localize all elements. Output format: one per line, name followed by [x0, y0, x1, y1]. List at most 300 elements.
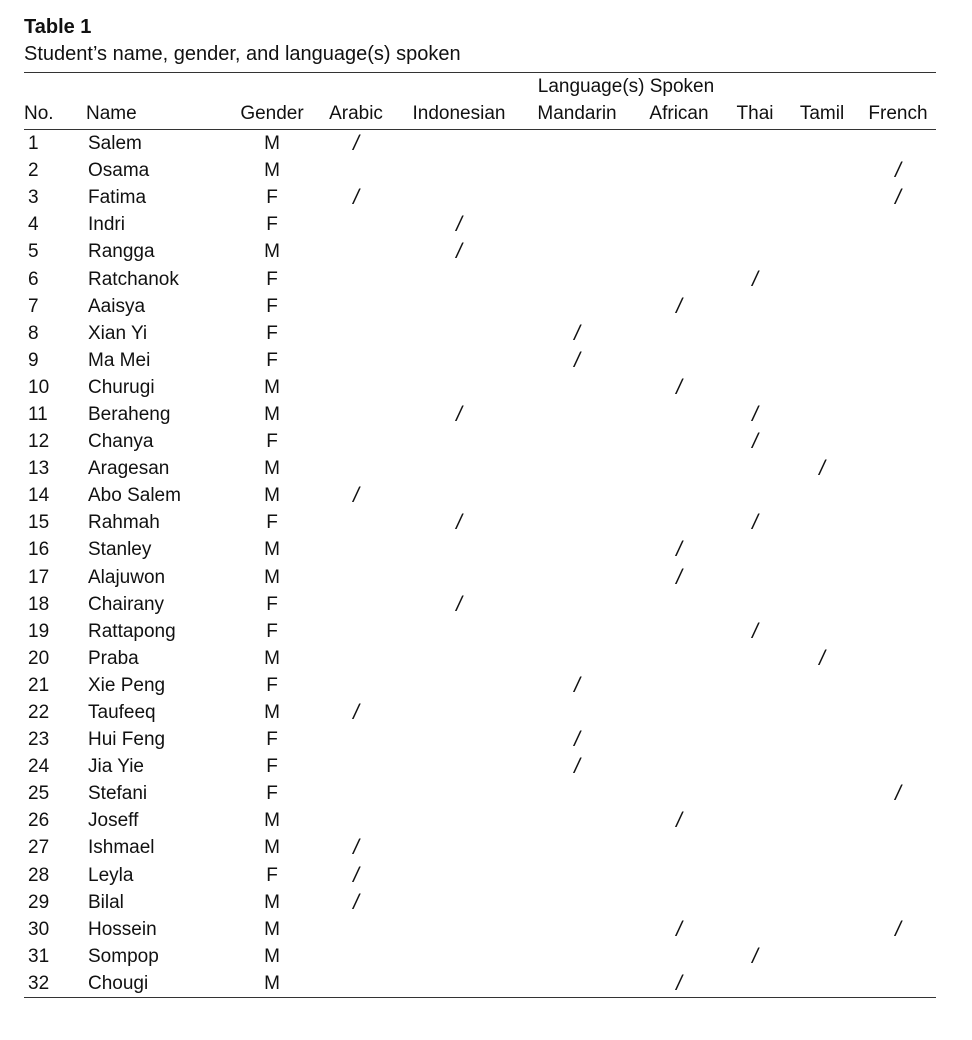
student-name: Chairany — [88, 593, 165, 615]
row-number: 27 — [28, 837, 50, 859]
language-mark-mandarin — [522, 455, 632, 482]
group-header-row — [24, 73, 936, 100]
language-mark-french: / — [895, 782, 901, 806]
language-mark-tamil — [784, 591, 860, 618]
student-gender: F — [266, 783, 278, 805]
student-name: Osama — [88, 160, 150, 182]
language-mark-tamil — [784, 374, 860, 401]
language-mark-african — [632, 428, 726, 455]
language-mark-mandarin: / — [574, 673, 580, 697]
language-mark-arabic — [316, 618, 396, 645]
language-mark-french — [860, 753, 936, 780]
table-row — [24, 780, 936, 807]
language-mark-mandarin — [522, 401, 632, 428]
language-mark-african — [632, 780, 726, 807]
language-mark-french — [860, 455, 936, 482]
language-mark-african — [632, 645, 726, 672]
student-gender: M — [264, 945, 280, 967]
student-gender: M — [264, 160, 280, 182]
language-mark-african: / — [676, 375, 682, 399]
language-mark-thai — [726, 211, 784, 238]
language-mark-arabic — [316, 320, 396, 347]
language-mark-mandarin — [522, 889, 632, 916]
table-row — [24, 862, 936, 889]
language-mark-thai — [726, 238, 784, 265]
table-label: Table 1 — [24, 16, 92, 38]
language-mark-african — [632, 591, 726, 618]
language-mark-tamil — [784, 293, 860, 320]
row-number: 28 — [28, 864, 50, 886]
student-gender: M — [264, 241, 280, 263]
language-mark-indonesian: / — [456, 511, 462, 535]
language-mark-french — [860, 482, 936, 509]
language-mark-african — [632, 862, 726, 889]
language-mark-african: / — [676, 294, 682, 318]
language-mark-arabic — [316, 428, 396, 455]
student-gender: F — [266, 729, 278, 751]
row-number: 19 — [28, 620, 50, 642]
language-mark-mandarin — [522, 238, 632, 265]
row-number: 14 — [28, 485, 50, 507]
language-mark-arabic: / — [353, 186, 359, 210]
language-mark-african — [632, 320, 726, 347]
language-mark-african — [632, 834, 726, 861]
language-mark-french — [860, 401, 936, 428]
language-mark-indonesian — [396, 807, 522, 834]
language-mark-thai — [726, 455, 784, 482]
row-number: 22 — [28, 702, 50, 724]
language-mark-arabic — [316, 265, 396, 292]
student-gender: F — [266, 431, 278, 453]
row-number: 12 — [28, 431, 50, 453]
student-gender: F — [266, 756, 278, 778]
student-gender: M — [264, 566, 280, 588]
header-thai: Thai — [726, 99, 784, 130]
language-mark-thai — [726, 293, 784, 320]
table-row — [24, 401, 936, 428]
language-mark-thai — [726, 862, 784, 889]
table-row — [24, 618, 936, 645]
language-mark-african — [632, 401, 726, 428]
language-mark-indonesian — [396, 862, 522, 889]
language-mark-african — [632, 672, 726, 699]
language-mark-indonesian: / — [456, 240, 462, 264]
table-row — [24, 753, 936, 780]
language-mark-french: / — [895, 159, 901, 183]
language-mark-indonesian — [396, 780, 522, 807]
language-mark-indonesian — [396, 347, 522, 374]
language-mark-french — [860, 862, 936, 889]
language-group-header: Language(s) Spoken — [316, 73, 936, 100]
student-name: Abo Salem — [88, 485, 181, 507]
language-mark-african — [632, 482, 726, 509]
student-name: Alajuwon — [88, 566, 166, 588]
language-mark-indonesian — [396, 726, 522, 753]
language-mark-indonesian — [396, 834, 522, 861]
table-row — [24, 320, 936, 347]
language-mark-french — [860, 428, 936, 455]
student-name: Xie Peng — [88, 674, 166, 696]
table-row — [24, 509, 936, 536]
language-mark-african: / — [632, 970, 726, 998]
language-mark-tamil — [784, 916, 860, 943]
language-mark-mandarin — [522, 157, 632, 184]
language-mark-mandarin: / — [574, 348, 580, 372]
language-mark-indonesian — [396, 970, 522, 998]
language-mark-african — [632, 347, 726, 374]
language-mark-french — [860, 130, 936, 158]
table-row — [24, 889, 936, 916]
language-mark-french: / — [895, 917, 901, 941]
language-mark-tamil — [784, 130, 860, 158]
language-mark-french — [860, 726, 936, 753]
row-number: 2 — [28, 160, 39, 182]
student-gender: F — [266, 187, 278, 209]
language-mark-thai — [726, 591, 784, 618]
table-row — [24, 347, 936, 374]
language-mark-indonesian — [396, 320, 522, 347]
row-number: 26 — [28, 810, 50, 832]
language-mark-indonesian: / — [456, 402, 462, 426]
language-mark-french — [860, 347, 936, 374]
language-mark-french — [860, 238, 936, 265]
language-mark-indonesian — [396, 157, 522, 184]
student-name: Aaisya — [88, 295, 146, 317]
row-number: 13 — [28, 458, 50, 480]
student-name: Rahmah — [88, 512, 160, 534]
language-mark-tamil — [784, 320, 860, 347]
language-mark-mandarin — [522, 482, 632, 509]
student-name: Hui Feng — [88, 729, 166, 751]
language-mark-indonesian — [396, 428, 522, 455]
language-mark-thai: / — [752, 430, 758, 454]
student-gender: F — [266, 268, 278, 290]
language-mark-arabic — [316, 157, 396, 184]
language-mark-french — [860, 807, 936, 834]
language-mark-african: / — [676, 565, 682, 589]
language-mark-thai — [726, 320, 784, 347]
language-mark-french — [860, 320, 936, 347]
student-name: Salem — [88, 133, 142, 155]
language-mark-mandarin — [522, 834, 632, 861]
language-mark-thai: / — [752, 944, 758, 968]
header-french: French — [860, 99, 936, 130]
language-mark-tamil — [784, 834, 860, 861]
row-number: 31 — [28, 945, 50, 967]
header-african: African — [632, 99, 726, 130]
language-mark-thai — [726, 184, 784, 211]
student-name: Chanya — [88, 431, 154, 453]
row-number: 21 — [28, 674, 50, 696]
table-row — [24, 265, 936, 292]
language-mark-african — [632, 157, 726, 184]
student-gender: M — [264, 133, 280, 155]
language-mark-arabic — [316, 970, 396, 998]
language-mark-mandarin — [522, 916, 632, 943]
student-gender: F — [266, 214, 278, 236]
language-mark-african — [632, 753, 726, 780]
language-mark-thai — [726, 834, 784, 861]
student-gender: M — [264, 837, 280, 859]
row-number: 29 — [28, 891, 50, 913]
language-mark-arabic — [316, 780, 396, 807]
student-gender: M — [264, 891, 280, 913]
language-mark-thai: / — [752, 402, 758, 426]
language-mark-mandarin: / — [574, 755, 580, 779]
language-mark-tamil — [784, 428, 860, 455]
table-row — [24, 970, 936, 998]
language-mark-tamil — [784, 401, 860, 428]
language-mark-african — [632, 726, 726, 753]
student-gender: F — [266, 620, 278, 642]
language-mark-indonesian — [396, 293, 522, 320]
student-gender: M — [264, 810, 280, 832]
row-number: 20 — [28, 647, 50, 669]
language-mark-arabic — [316, 347, 396, 374]
language-mark-thai — [726, 726, 784, 753]
language-mark-arabic — [316, 374, 396, 401]
language-mark-indonesian — [396, 130, 522, 158]
language-mark-french — [860, 834, 936, 861]
language-mark-arabic: / — [353, 863, 359, 887]
language-mark-african — [632, 184, 726, 211]
table-row — [24, 943, 936, 970]
row-number: 8 — [28, 322, 39, 344]
language-mark-african — [632, 618, 726, 645]
student-name: Jia Yie — [88, 756, 144, 778]
language-mark-french — [860, 889, 936, 916]
language-mark-tamil — [784, 862, 860, 889]
header-gender: Gender — [228, 99, 316, 130]
student-gender: M — [264, 458, 280, 480]
language-mark-arabic — [316, 401, 396, 428]
language-mark-indonesian — [396, 672, 522, 699]
table-row — [24, 536, 936, 563]
language-mark-thai — [726, 482, 784, 509]
language-mark-tamil — [784, 807, 860, 834]
language-mark-arabic — [316, 672, 396, 699]
language-mark-tamil — [784, 536, 860, 563]
language-mark-indonesian — [396, 699, 522, 726]
language-mark-arabic — [316, 753, 396, 780]
language-mark-indonesian — [396, 753, 522, 780]
language-mark-african — [632, 455, 726, 482]
language-mark-tamil — [784, 970, 860, 998]
language-mark-tamil — [784, 184, 860, 211]
table-row — [24, 807, 936, 834]
language-mark-mandarin — [522, 807, 632, 834]
language-mark-indonesian — [396, 916, 522, 943]
language-mark-mandarin — [522, 130, 632, 158]
language-mark-french — [860, 943, 936, 970]
table-caption: Student’s name, gender, and language(s) spoken — [24, 43, 461, 65]
student-name: Rangga — [88, 241, 155, 263]
table-row — [24, 455, 936, 482]
language-mark-thai — [726, 753, 784, 780]
header-arabic: Arabic — [316, 99, 396, 130]
language-mark-indonesian — [396, 943, 522, 970]
student-gender: M — [264, 376, 280, 398]
language-mark-arabic — [316, 536, 396, 563]
language-mark-arabic: / — [353, 701, 359, 725]
language-mark-tamil — [784, 265, 860, 292]
student-name: Ishmael — [88, 837, 155, 859]
student-name: Bilal — [88, 891, 124, 913]
language-mark-indonesian: / — [456, 592, 462, 616]
table-row — [24, 293, 936, 320]
language-mark-arabic: / — [353, 890, 359, 914]
language-mark-thai — [726, 564, 784, 591]
language-mark-tamil — [784, 780, 860, 807]
language-mark-french — [860, 536, 936, 563]
language-mark-tamil — [784, 618, 860, 645]
student-name: Chougi — [86, 970, 228, 998]
student-gender: F — [266, 674, 278, 696]
language-mark-french — [860, 564, 936, 591]
language-mark-french — [860, 374, 936, 401]
language-mark-arabic — [316, 645, 396, 672]
language-mark-african — [632, 130, 726, 158]
table-row — [24, 130, 936, 158]
student-gender: M — [228, 970, 316, 998]
language-mark-mandarin — [522, 428, 632, 455]
student-name: Indri — [88, 214, 125, 236]
language-mark-mandarin — [522, 293, 632, 320]
language-mark-mandarin — [522, 211, 632, 238]
student-gender: M — [264, 403, 280, 425]
language-mark-french — [860, 265, 936, 292]
document — [24, 14, 936, 998]
student-name: Hossein — [88, 918, 157, 940]
language-mark-indonesian — [396, 374, 522, 401]
language-mark-mandarin — [522, 618, 632, 645]
language-mark-tamil — [784, 726, 860, 753]
language-mark-thai: / — [752, 267, 758, 291]
student-name: Fatima — [88, 187, 147, 209]
language-mark-thai — [726, 347, 784, 374]
language-mark-thai — [726, 699, 784, 726]
language-mark-tamil — [784, 564, 860, 591]
row-number: 23 — [28, 729, 50, 751]
row-number: 11 — [28, 403, 48, 425]
language-mark-mandarin — [522, 943, 632, 970]
language-mark-mandarin — [522, 536, 632, 563]
student-gender: F — [266, 864, 278, 886]
row-number: 16 — [28, 539, 50, 561]
header-mandarin: Mandarin — [522, 99, 632, 130]
row-number: 7 — [28, 295, 39, 317]
language-mark-indonesian — [396, 184, 522, 211]
header-name: Name — [86, 99, 228, 130]
language-mark-african — [632, 699, 726, 726]
table-row — [24, 374, 936, 401]
language-mark-thai — [726, 807, 784, 834]
language-mark-mandarin — [522, 862, 632, 889]
language-mark-african: / — [676, 538, 682, 562]
language-mark-african — [632, 943, 726, 970]
student-name: Sompop — [88, 945, 159, 967]
language-mark-indonesian — [396, 536, 522, 563]
language-mark-indonesian — [396, 455, 522, 482]
student-name: Stanley — [88, 539, 152, 561]
language-mark-tamil — [784, 753, 860, 780]
language-mark-arabic — [316, 509, 396, 536]
language-mark-tamil — [784, 238, 860, 265]
language-mark-french — [860, 970, 936, 998]
language-mark-tamil — [784, 211, 860, 238]
student-gender: M — [264, 702, 280, 724]
student-name: Ratchanok — [88, 268, 179, 290]
table-body — [24, 130, 936, 998]
language-mark-arabic — [316, 564, 396, 591]
language-mark-tamil — [784, 347, 860, 374]
language-mark-african: / — [676, 809, 682, 833]
language-mark-thai — [726, 645, 784, 672]
language-mark-french — [860, 509, 936, 536]
row-number: 32 — [24, 970, 86, 998]
language-mark-african: / — [676, 917, 682, 941]
header-tamil: Tamil — [784, 99, 860, 130]
language-mark-mandarin — [522, 374, 632, 401]
language-mark-mandarin — [522, 645, 632, 672]
language-mark-tamil — [784, 699, 860, 726]
language-mark-thai — [726, 157, 784, 184]
language-mark-african — [632, 265, 726, 292]
row-number: 18 — [28, 593, 50, 615]
language-mark-tamil — [784, 889, 860, 916]
language-mark-mandarin — [522, 509, 632, 536]
student-name: Joseff — [88, 810, 139, 832]
row-number: 4 — [28, 214, 39, 236]
language-mark-mandarin — [522, 184, 632, 211]
table-row — [24, 699, 936, 726]
table-row — [24, 591, 936, 618]
language-mark-arabic: / — [353, 836, 359, 860]
row-number: 15 — [28, 512, 50, 534]
row-number: 6 — [28, 268, 39, 290]
language-mark-african — [632, 211, 726, 238]
language-mark-french — [860, 645, 936, 672]
language-mark-arabic — [316, 807, 396, 834]
header-no: No. — [24, 99, 86, 130]
language-mark-mandarin: / — [574, 728, 580, 752]
language-mark-french — [860, 591, 936, 618]
language-mark-mandarin — [522, 699, 632, 726]
row-number: 30 — [28, 918, 50, 940]
language-mark-tamil — [784, 672, 860, 699]
student-gender: F — [266, 593, 278, 615]
student-name: Ma Mei — [88, 349, 151, 371]
language-mark-arabic — [316, 916, 396, 943]
row-number: 3 — [28, 187, 39, 209]
language-mark-french — [860, 293, 936, 320]
student-name: Beraheng — [88, 403, 171, 425]
language-mark-tamil: / — [819, 646, 825, 670]
language-mark-arabic — [316, 238, 396, 265]
student-name: Stefani — [88, 783, 148, 805]
header-indonesian: Indonesian — [396, 99, 522, 130]
student-gender: F — [266, 295, 278, 317]
student-gender: M — [264, 539, 280, 561]
row-number: 1 — [28, 133, 39, 155]
table-row — [24, 184, 936, 211]
table-row — [24, 672, 936, 699]
student-name: Taufeeq — [88, 702, 156, 724]
table-row — [24, 211, 936, 238]
student-gender: M — [264, 485, 280, 507]
language-mark-arabic — [316, 591, 396, 618]
student-gender: F — [266, 322, 278, 344]
